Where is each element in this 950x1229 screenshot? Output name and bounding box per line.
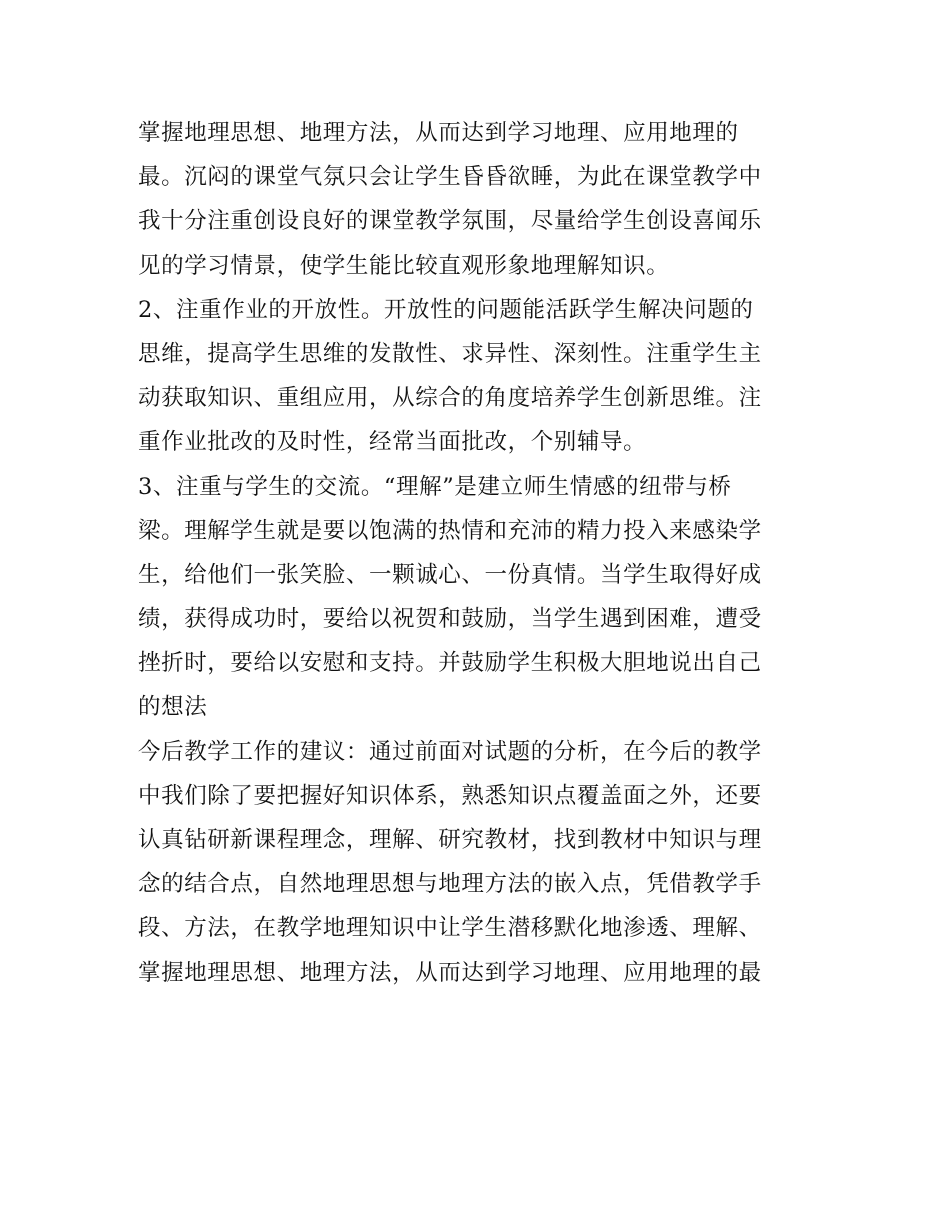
text-line: 今后教学工作的建议：通过前面对试题的分析，在今后的教学 (138, 738, 762, 765)
text-line: 2、注重作业的开放性。开放性的问题能活跃学生解决问题的 (138, 296, 754, 323)
text-line: 认真钻研新课程理念，理解、研究教材，找到教材中知识与理 (138, 827, 762, 853)
text-line: 挫折时，要给以安慰和支持。并鼓励学生积极大胆地说出自己 (138, 650, 762, 677)
text-line: 掌握地理思想、地理方法，从而达到学习地理、应用地理的最 (138, 959, 762, 986)
text-line: 中我们除了要把握好知识体系，熟悉知识点覆盖面之外，还要 (138, 782, 762, 809)
text-line: 掌握地理思想、地理方法，从而达到学习地理、应用地理的 (138, 120, 739, 146)
text-line: 见的学习情景，使学生能比较直观形象地理解知识。 (138, 252, 670, 279)
text-line: 段、方法，在教学地理知识中让学生潜移默化地渗透、理解、 (138, 915, 762, 942)
text-line: 3、注重与学生的交流。“理解”是建立师生情感的纽带与桥 (138, 473, 732, 500)
text-line: 我十分注重创设良好的课堂教学氛围，尽量给学生创设喜闻乐 (138, 208, 762, 235)
text-line: 梁。理解学生就是要以饱满的热情和充沛的精力投入来感染学 (138, 517, 762, 544)
text-line: 念的结合点，自然地理思想与地理方法的嵌入点，凭借教学手 (138, 871, 762, 898)
text-line: 生，给他们一张笑脸、一颗诚心、一份真情。当学生取得好成 (138, 561, 762, 588)
text-line: 的想法 (138, 694, 208, 721)
text-line: 最。沉闷的课堂气氛只会让学生昏昏欲睡，为此在课堂教学中 (138, 164, 762, 191)
document-body (138, 111, 818, 995)
text-line: 动获取知识、重组应用，从综合的角度培养学生创新思维。注 (138, 385, 762, 412)
text-line: 思维，提高学生思维的发散性、求异性、深刻性。注重学生主 (138, 340, 762, 367)
text-line: 重作业批改的及时性，经常当面批改，个别辅导。 (138, 429, 647, 456)
text-line: 绩，获得成功时，要给以祝贺和鼓励，当学生遇到困难，遭受 (138, 606, 762, 633)
